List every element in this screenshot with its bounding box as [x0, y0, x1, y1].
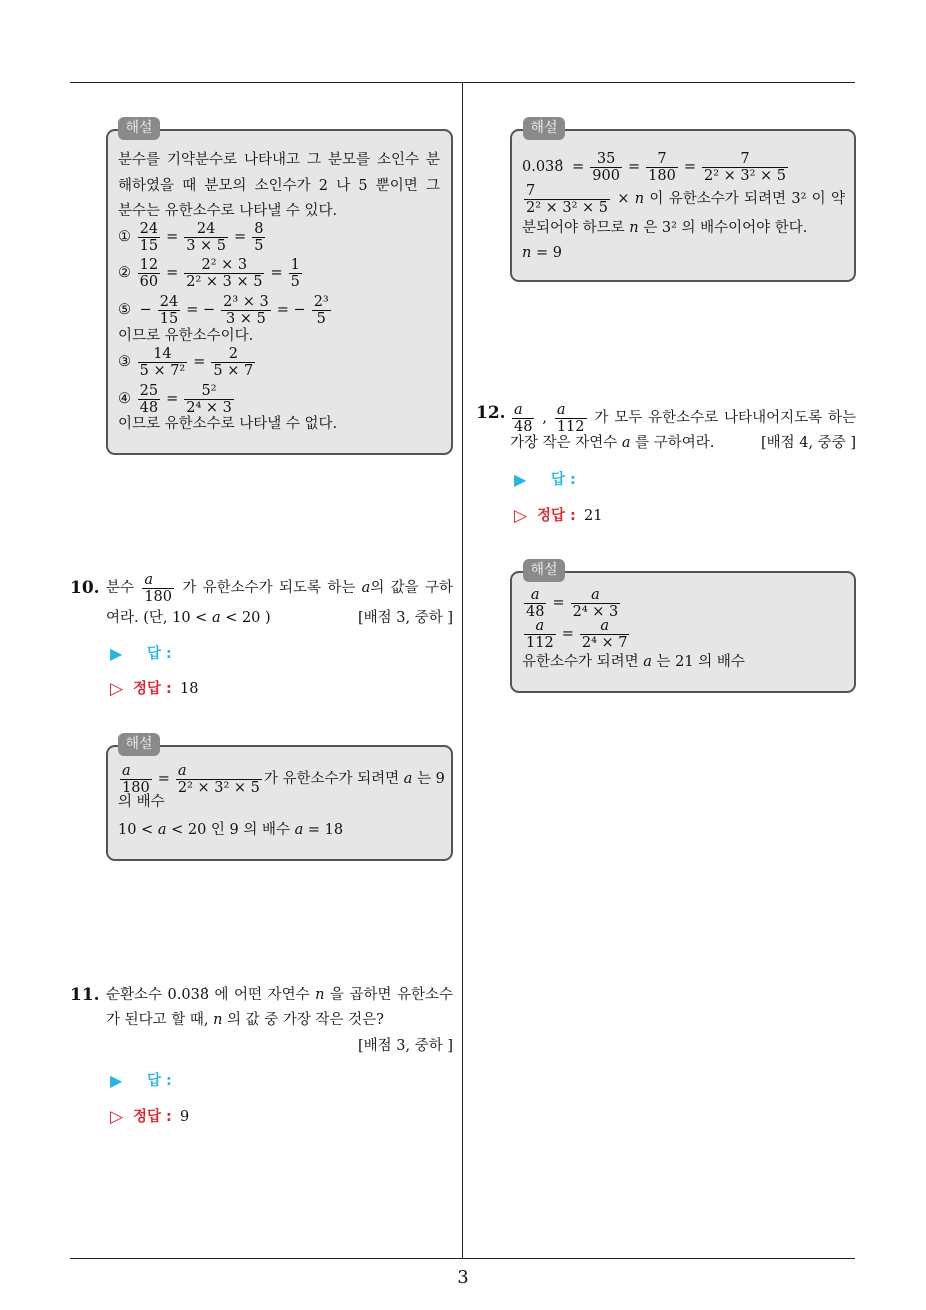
- math-operator: =: [166, 391, 179, 407]
- correct-answer-label: 정답 :: [133, 681, 172, 697]
- fraction-numerator: a: [122, 762, 131, 779]
- explanation-equation: [522, 586, 845, 620]
- text-run: 를 구하여라.: [630, 435, 715, 451]
- fraction: [184, 221, 228, 254]
- fraction: [142, 572, 174, 605]
- math-operator: =: [166, 229, 179, 245]
- fraction-denominator: 180: [122, 779, 150, 796]
- text-run: 을 곱하면 유한소수: [324, 987, 453, 1003]
- fraction-numerator: 12: [139, 256, 159, 273]
- fraction-denominator: 48: [514, 418, 533, 435]
- fraction: [184, 257, 264, 290]
- fraction: [646, 151, 678, 184]
- math-operator: =: [561, 626, 574, 642]
- score-info: [배점 4, 중중 ]: [760, 435, 856, 451]
- fraction: [184, 383, 234, 416]
- correct-answer-arrow-icon: ▷: [514, 506, 528, 526]
- explanation-tab: 해설: [118, 117, 160, 140]
- fraction: [158, 294, 180, 327]
- math-variable: a: [403, 771, 413, 787]
- fraction-denominator: 2² × 3² × 5: [703, 167, 787, 184]
- fraction: [138, 221, 160, 254]
- fraction: [580, 618, 630, 651]
- explanation-line: [118, 325, 440, 347]
- explanation-line: [118, 791, 440, 813]
- explanation-equation: [118, 345, 440, 379]
- fraction-denominator: 2⁴ × 7: [581, 634, 628, 651]
- fraction-numerator: a: [177, 762, 187, 779]
- math-operator: =: [193, 354, 206, 370]
- fraction-numerator: a: [535, 617, 545, 634]
- explanation-line: [118, 149, 440, 171]
- text-run: 가장 작은 자연수: [510, 435, 622, 451]
- fraction-denominator: 15: [159, 310, 179, 327]
- fraction-numerator: a: [530, 586, 540, 603]
- math-variable: n: [634, 191, 645, 207]
- fraction: [138, 383, 160, 416]
- math-variable: a: [643, 654, 652, 670]
- text-run: 의 값 중 가장 작은 것은?: [222, 1012, 384, 1028]
- fraction-denominator: 2² × 3 × 5: [186, 273, 263, 290]
- text-run: 이 유한소수가 되려면 3² 이 약: [644, 191, 845, 207]
- correct-answer-value: 21: [584, 508, 603, 524]
- math-variable: n: [213, 1012, 223, 1028]
- fraction-numerator: 24: [196, 220, 216, 237]
- fraction-numerator: 25: [139, 382, 159, 399]
- math-operator: =: [627, 159, 641, 175]
- fraction-numerator: 1: [290, 256, 300, 273]
- explanation-equation: [118, 293, 440, 327]
- math-variable: a: [361, 580, 371, 596]
- fraction-denominator: 112: [556, 418, 585, 435]
- explanation-line: [118, 819, 440, 841]
- fraction: [312, 294, 331, 327]
- fraction-denominator: 2⁴ × 3: [186, 399, 232, 416]
- math-operator: = −: [276, 302, 306, 318]
- question-text: [106, 607, 326, 629]
- text-run: = 18: [303, 822, 344, 838]
- explanation-line: [522, 651, 845, 673]
- fraction: [524, 587, 546, 620]
- text-run: ④: [118, 391, 136, 407]
- explanation-equation: [522, 150, 845, 184]
- text-run: 의 값을 구하: [370, 580, 453, 596]
- fraction-numerator: a: [556, 401, 566, 418]
- explanation-equation: [118, 382, 440, 416]
- fraction-denominator: 2² × 3² × 5: [526, 199, 609, 216]
- text-run: = 9: [531, 245, 562, 261]
- question-text: [106, 571, 453, 605]
- fraction-denominator: 15: [139, 237, 159, 254]
- fraction: [221, 294, 271, 327]
- answer-arrow-icon: ▶: [110, 1071, 123, 1090]
- fraction-numerator: 2: [228, 345, 238, 362]
- fraction-denominator: 5: [312, 310, 331, 327]
- fraction-numerator: 24: [159, 293, 179, 310]
- math-operator: =: [234, 229, 247, 245]
- math-operator: =: [552, 595, 565, 611]
- question-number: 12.: [476, 403, 506, 423]
- text-run: 분수를 기약분수로 나타내고 그 분모를 소인수 분: [118, 152, 440, 168]
- fraction: [211, 346, 255, 379]
- text-run: 가 유한소수가 되도록 하는: [176, 580, 362, 596]
- fraction: [252, 221, 265, 254]
- answer-label: 답 :: [551, 472, 576, 488]
- correct-answer-value: 9: [180, 1109, 190, 1125]
- fraction: [138, 346, 188, 379]
- fraction-denominator: 180: [144, 588, 173, 605]
- explanation-equation: [522, 182, 845, 216]
- text-run: 가 유한소수가 되려면: [263, 771, 404, 787]
- math-operator: =: [157, 771, 170, 787]
- fraction: [590, 151, 622, 184]
- correct-answer-arrow-icon: ▷: [110, 1107, 124, 1127]
- fraction: [289, 257, 302, 290]
- explanation-line: [522, 217, 845, 239]
- text-run: 0.038̇: [522, 159, 569, 175]
- text-run: 이므로 유한소수로 나타낼 수 없다.: [118, 416, 338, 432]
- answer-arrow-icon: ▶: [514, 470, 527, 489]
- fraction-denominator: 3 × 5: [221, 310, 271, 327]
- correct-answer-arrow-icon: ▷: [110, 679, 124, 699]
- text-run: 여라. (단, 10 <: [106, 610, 212, 626]
- column-divider: [462, 82, 463, 1258]
- text-run: 분되어야 하므로: [522, 220, 630, 236]
- fraction-numerator: 35: [596, 150, 616, 167]
- explanation-tab: 해설: [118, 733, 160, 756]
- fraction-numerator: 2² × 3: [201, 256, 248, 273]
- fraction-denominator: 5 × 7²: [139, 362, 186, 379]
- explanation-equation: [522, 617, 845, 651]
- text-run: 가 된다고 할 때,: [106, 1012, 214, 1028]
- fraction-numerator: a: [591, 586, 600, 603]
- text-run: 10 <: [118, 822, 158, 838]
- explanation-line: [118, 200, 440, 222]
- question-text: [510, 432, 740, 454]
- bottom-rule: [70, 1258, 855, 1259]
- fraction-denominator: 5 × 7: [213, 362, 254, 379]
- correct-answer-label: 정답 :: [537, 508, 576, 524]
- math-variable: n: [629, 220, 639, 236]
- text-run: ③: [118, 354, 136, 370]
- fraction-denominator: 112: [526, 634, 554, 651]
- question-text: [510, 401, 856, 435]
- math-operator: =: [270, 265, 283, 281]
- math-operator: −: [139, 302, 152, 318]
- text-run: ×: [612, 191, 635, 207]
- text-run: < 20 인 9 의 배수: [166, 822, 295, 838]
- fraction-numerator: 7: [526, 182, 536, 199]
- fraction-numerator: a: [600, 617, 609, 634]
- fraction: [702, 151, 788, 184]
- correct-answer-label: 정답 :: [133, 1109, 172, 1125]
- text-run: 는 21 의 배수: [651, 654, 745, 670]
- fraction-numerator: 2³ × 3: [223, 293, 269, 310]
- text-run: 분수는 유한소수로 나타낼 수 있다.: [118, 203, 338, 219]
- text-run: < 20 ): [220, 610, 271, 626]
- answer-label: 답 :: [147, 1073, 172, 1089]
- text-run: 순환소수 0.038̇ 에 어떤 자연수: [106, 987, 316, 1003]
- math-operator: =: [683, 159, 696, 175]
- explanation-tab: 해설: [523, 559, 565, 582]
- fraction-numerator: 14: [153, 345, 172, 362]
- fraction: [512, 402, 534, 435]
- answer-arrow-icon: ▶: [110, 644, 123, 663]
- question-number: 11.: [70, 985, 100, 1005]
- fraction-denominator: 5: [254, 237, 264, 254]
- question-number: 10.: [70, 578, 100, 598]
- fraction-numerator: 7: [740, 150, 750, 167]
- fraction-denominator: 60: [139, 273, 159, 290]
- math-variable: n: [315, 987, 325, 1003]
- math-variable: a: [621, 435, 631, 451]
- math-variable: a: [157, 822, 167, 838]
- text-run: ①: [118, 229, 136, 245]
- fraction-numerator: 5²: [201, 382, 217, 399]
- fraction-numerator: 24: [139, 220, 159, 237]
- text-run: ,: [536, 410, 553, 426]
- fraction: [571, 587, 621, 620]
- explanation-line: [118, 413, 440, 435]
- fraction-denominator: 2² × 3² × 5: [177, 779, 260, 796]
- score-info: [배점 3, 중하 ]: [357, 610, 453, 626]
- fraction: [138, 257, 160, 290]
- text-run: 는 9: [412, 771, 445, 787]
- question-text: [106, 984, 453, 1006]
- explanation-line: [118, 175, 440, 197]
- math-operator: = −: [186, 302, 216, 318]
- fraction-denominator: 48: [139, 399, 159, 416]
- fraction-denominator: 900: [592, 167, 620, 184]
- math-variable: n: [522, 245, 532, 261]
- text-run: 은 3² 의 배수이어야 한다.: [638, 220, 808, 236]
- text-run: 유한소수가 되려면: [522, 654, 644, 670]
- explanation-tab: 해설: [523, 117, 565, 140]
- fraction-numerator: a: [514, 401, 523, 418]
- fraction-numerator: a: [144, 571, 153, 588]
- text-run: 해하였을 때 분모의 소인수가 2 나 5 뿐이면 그: [118, 178, 440, 194]
- math-variable: a: [211, 610, 221, 626]
- fraction-denominator: 3 × 5: [186, 237, 227, 254]
- fraction: [524, 183, 610, 216]
- question-text: [106, 1009, 453, 1031]
- text-run: 가 모두 유한소수로 나타내어지도록 하는: [588, 410, 856, 426]
- answer-label: 답 :: [147, 646, 172, 662]
- page-number: 3: [457, 1267, 469, 1288]
- fraction-denominator: 180: [648, 167, 676, 184]
- text-run: 분수: [106, 580, 141, 596]
- math-operator: =: [166, 265, 179, 281]
- explanation-line: [522, 242, 845, 264]
- text-run: ⑤: [118, 302, 136, 318]
- text-run: ②: [118, 265, 136, 281]
- math-variable: a: [294, 822, 304, 838]
- fraction-numerator: 8: [254, 220, 264, 237]
- fraction-denominator: 2⁴ × 3: [572, 603, 619, 620]
- fraction: [555, 402, 587, 435]
- score-info: [배점 3, 중하 ]: [357, 1038, 453, 1054]
- explanation-equation: [118, 220, 440, 254]
- explanation-equation: [118, 256, 440, 290]
- math-operator: =: [572, 159, 585, 175]
- correct-answer-value: 18: [180, 681, 199, 697]
- fraction-denominator: 5: [290, 273, 300, 290]
- fraction-denominator: 48: [526, 603, 545, 620]
- fraction-numerator: 7: [657, 150, 667, 167]
- fraction-numerator: 2³: [313, 293, 329, 310]
- text-run: 이므로 유한소수이다.: [118, 328, 254, 344]
- text-run: 의 배수: [118, 794, 165, 810]
- fraction: [524, 618, 556, 651]
